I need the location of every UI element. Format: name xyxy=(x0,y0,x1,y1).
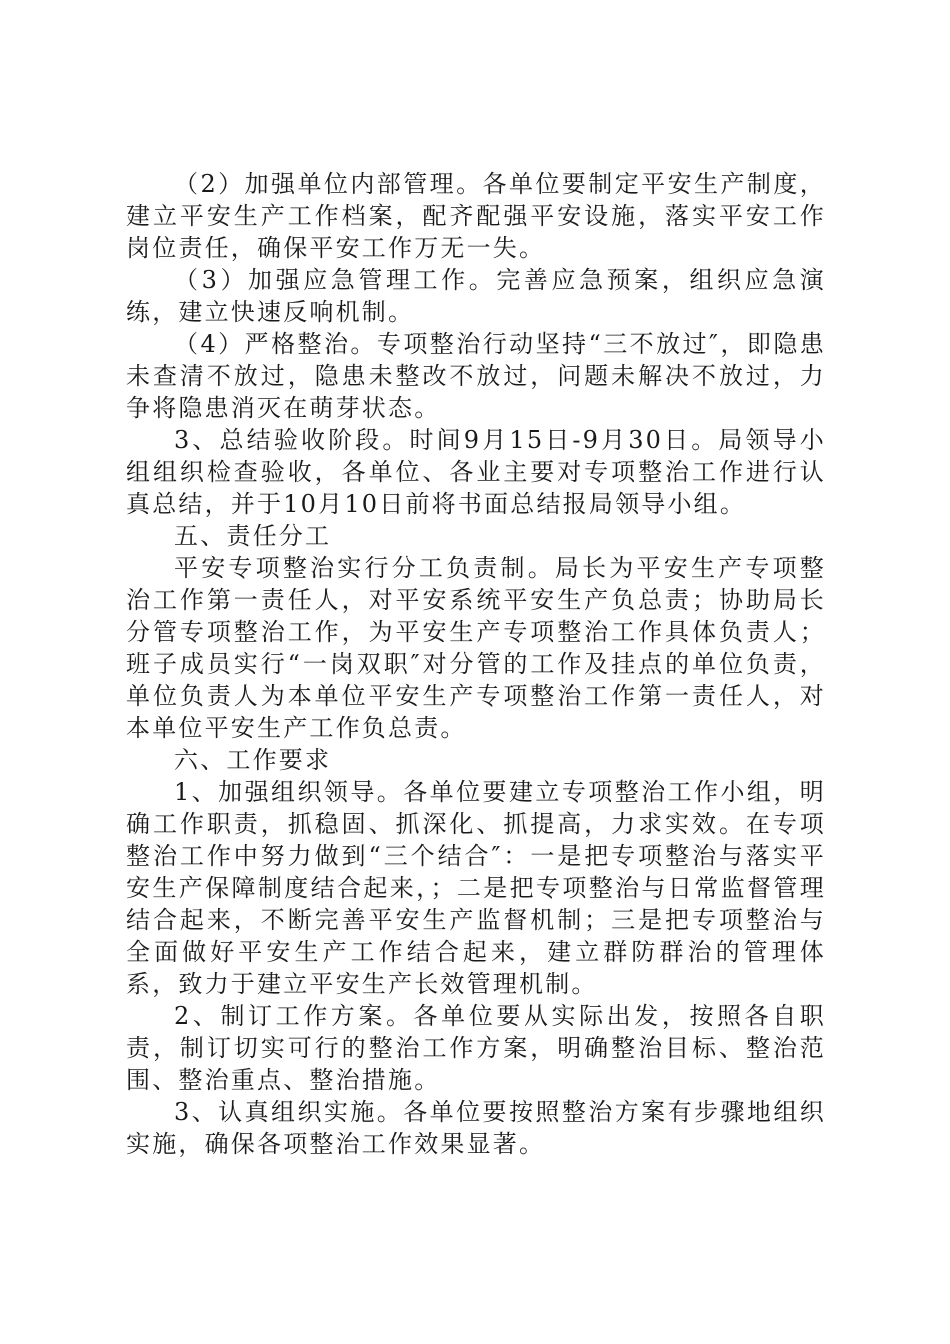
paragraph-responsibility-system: 平安专项整治实行分工负责制。局长为平安生产专项整治工作第一责任人，对平安系统平安生产负总责；协助局长分管专项整治工作，为平安生产专项整治工作具体负责人；班子成员实行“一岗双职″对分管的工作及挂点的单位负责，单位负责人为本单位平安生产专项整治工作第一责任人，对本单位平安生产工作负总责。 xyxy=(126,554,826,742)
paragraph-strict-rectification: （4）严格整治。专项整治行动坚持“三不放过″，即隐患未查清不放过，隐患未整改不放过，问题未解决不放过，力争将隐患消灭在萌芽状态。 xyxy=(126,330,826,422)
paragraph-work-plan: 2、制订工作方案。各单位要从实际出发，按照各自职责，制订切实可行的整治工作方案，明确整治目标、整治范围、整治重点、整治措施。 xyxy=(126,1002,826,1094)
section-heading-responsibility-division: 五、责任分工 xyxy=(174,522,332,550)
paragraph-strengthen-internal-management: （2）加强单位内部管理。各单位要制定平安生产制度，建立平安生产工作档案，配齐配强平安设施，落实平安工作岗位责任，确保平安工作万无一失。 xyxy=(126,170,826,262)
section-heading-work-requirements: 六、工作要求 xyxy=(174,746,332,774)
document-body xyxy=(126,168,826,1160)
paragraph-emergency-management: （3）加强应急管理工作。完善应急预案，组织应急演练，建立快速反响机制。 xyxy=(126,266,826,326)
paragraph-summary-acceptance-stage: 3、总结验收阶段。时间9月15日-9月30日。局领导小组组织检查验收，各单位、各业主要对专项整治工作进行认真总结，并于10月10日前将书面总结报局领导小组。 xyxy=(126,426,826,518)
paragraph-strengthen-leadership: 1、加强组织领导。各单位要建立专项整治工作小组，明确工作职责，抓稳固、抓深化、抓提高，力求实效。在专项整治工作中努力做到“三个结合″：一是把专项整治与落实平安生产保障制度结合起来，；二是把专项整治与日常监督管理结合起来，不断完善平安生产监督机制；三是把专项整治与全面做好平安生产工作结合起来，建立群防群治的管理体系，致力于建立平安生产长效管理机制。 xyxy=(126,778,826,998)
paragraph-implementation: 3、认真组织实施。各单位要按照整治方案有步骤地组织实施，确保各项整治工作效果显著。 xyxy=(126,1098,826,1158)
